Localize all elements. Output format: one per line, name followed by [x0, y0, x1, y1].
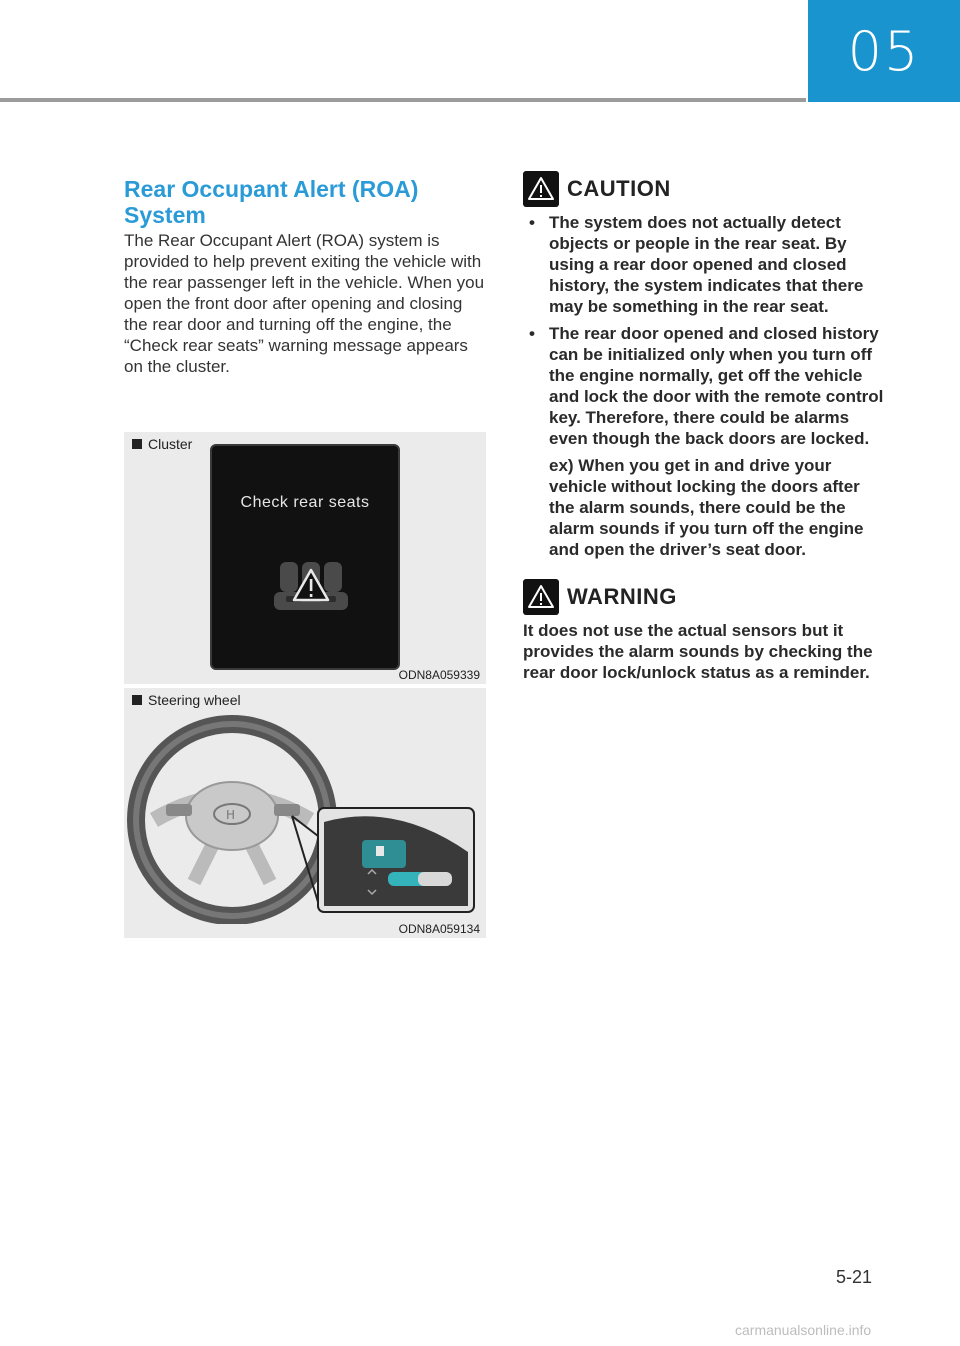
figure-label-text: Steering wheel: [148, 692, 241, 708]
header-rule: [0, 98, 806, 102]
chapter-tab: 05: [808, 0, 960, 102]
bullet-dot-icon: •: [529, 324, 535, 343]
figure-code: ODN8A059339: [398, 668, 480, 682]
warning-icon: [523, 579, 559, 615]
figure-cluster: [124, 432, 486, 684]
right-column: [523, 170, 887, 683]
cluster-message: Check rear seats: [240, 494, 370, 511]
list-item: [523, 212, 887, 317]
list-item: [523, 323, 887, 560]
caution-header: [523, 170, 887, 208]
caution-list: [523, 212, 887, 560]
figure-label: [132, 436, 192, 452]
figure-code: ODN8A059134: [398, 922, 480, 936]
cluster-display: [210, 444, 400, 670]
square-bullet-icon: [132, 695, 142, 705]
warning-text: It does not use the actual sensors but it provides the alarm sounds by checking the rear door lock/unlock status as a reminder.: [523, 621, 873, 682]
section-title: Rear Occupant Alert (ROA) System: [124, 176, 419, 228]
caution-heading: CAUTION: [567, 176, 671, 201]
figure-label: [132, 692, 241, 708]
caution-text: The system does not actually detect objects or people in the rear seat. By using a rear door opened and closed history, the system indicates that there may be something in the rear seat.: [549, 213, 864, 316]
rear-seats-warning-icon: [262, 556, 362, 626]
intro-paragraph: The Rear Occupant Alert (ROA) system is provided to help prevent exiting the vehicle with the rear passenger left in the vehicle. When you open the front door after opening and closing the rear door and turning off the engine, the “Check rear seats” warning message appears on the cluster.: [124, 231, 485, 376]
page-number: 5-21: [836, 1267, 873, 1287]
watermark[interactable]: carmanualsonline.info: [735, 1322, 872, 1338]
warning-header: [523, 578, 887, 616]
warning-heading: WARNING: [567, 584, 677, 609]
figure-steering-wheel: [124, 688, 486, 938]
svg-text:H: H: [226, 808, 236, 822]
caution-text: The rear door opened and closed history can be initialized only when you turn off the engine normally, get off the vehicle and lock the door with the remote control key. Therefore, there could be alarms even though the back doors are locked.: [549, 324, 884, 448]
figure-label-text: Cluster: [148, 436, 193, 452]
caution-example: ex) When you get in and drive your vehicle without locking the doors after the alarm sounds, there could be the alarm sounds if you turn off the engine and open the driver’s seat door.: [549, 456, 864, 559]
square-bullet-icon: [132, 439, 142, 449]
bullet-dot-icon: •: [529, 213, 535, 232]
caution-icon: [523, 171, 559, 207]
steering-wheel-illustration: [124, 712, 486, 924]
